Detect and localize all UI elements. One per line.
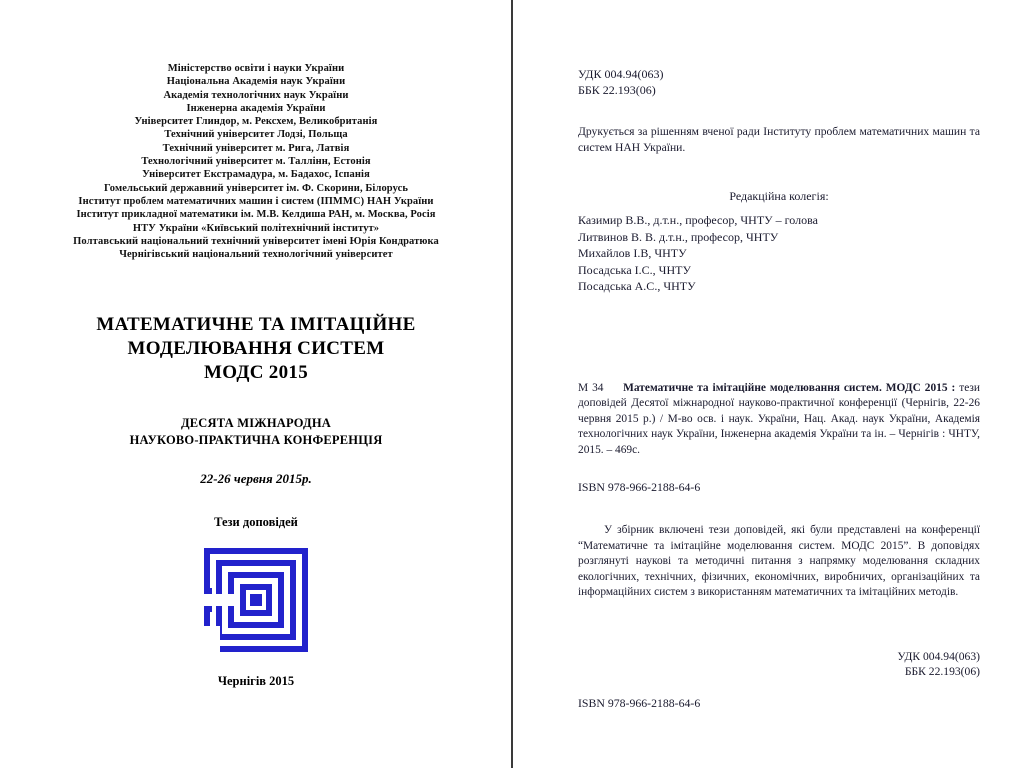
editor-item: Литвинов В. В. д.т.н., професор, ЧНТУ	[578, 229, 779, 244]
theses-label: Тези доповідей	[214, 515, 298, 530]
right-page	[512, 0, 1024, 768]
subtitle-line: ДЕСЯТА МІЖНАРОДНА	[180, 416, 332, 431]
publication-note: Друкується за рішенням вченої ради Інституту проблем математичних машин та систем НАН України.	[578, 125, 980, 154]
organization-item: Інститут прикладної математики ім. М.В. Келдиша РАН, м. Москва, Росія	[76, 209, 436, 221]
organization-item: Гомельський державний університет ім. Ф. Скорини, Білорусь	[103, 182, 409, 194]
organization-item: Чернігівський національний технологічний університет	[119, 249, 393, 261]
bbk-code-top: ББК 22.193(06)	[578, 83, 656, 97]
organization-item: Інженерна академія України	[186, 102, 326, 114]
city-year: Чернігів 2015	[217, 674, 295, 689]
editor-item: Казимир В.В., д.т.н., професор, ЧНТУ – голова	[578, 213, 818, 227]
mods-conference-logo	[204, 548, 308, 652]
title-line: МОДЕЛЮВАННЯ СИСТЕМ	[127, 338, 385, 360]
udc-block-top	[578, 66, 980, 98]
editor-item: Посадська А.С., ЧНТУ	[578, 279, 696, 293]
editor-item: Михайлов І.В, ЧНТУ	[578, 246, 687, 260]
editorial-board-title: Редакційна колегія:	[729, 189, 829, 203]
organization-item: Університет Глиндор, м. Рексхем, Великобританія	[134, 116, 378, 128]
conference-date: 22-26 червня 2015р.	[200, 471, 312, 487]
catalog-heading: Математичне та імітаційне моделювання систем. МОДС 2015 :	[623, 381, 956, 394]
page-subtitle	[0, 415, 512, 449]
logo-container	[0, 548, 512, 652]
subtitle-line: НАУКОВО-ПРАКТИЧНА КОНФЕРЕНЦІЯ	[129, 433, 383, 448]
organization-list	[0, 62, 512, 261]
isbn-middle: ISBN 978-966-2188-64-6	[578, 480, 701, 494]
catalog-entry	[578, 381, 980, 459]
editorial-board-list	[578, 212, 980, 295]
organization-item: Технологічний університет м. Таллінн, Естонія	[141, 156, 371, 168]
organization-item: Інститут проблем математичних машин і систем (ІПММС) НАН України	[78, 195, 434, 207]
organization-item: Національна Академія наук України	[166, 76, 346, 88]
udc-code-top: УДК 004.94(063)	[578, 67, 664, 81]
page-title	[0, 313, 512, 385]
bbk-code-bottom: ББК 22.193(06)	[904, 665, 980, 678]
catalog-code: М 34	[578, 381, 604, 394]
organization-item: Технічний університет м. Рига, Латвія	[162, 142, 350, 154]
udc-block-bottom	[578, 649, 980, 680]
title-line: МАТЕМАТИЧНЕ ТА ІМІТАЦІЙНЕ	[96, 314, 416, 336]
organization-item: Університет Екстрамадура, м. Бадахос, Іспанія	[142, 169, 370, 181]
isbn-bottom: ISBN 978-966-2188-64-6	[578, 695, 701, 710]
organization-item: Полтавський національний технічний університет імені Юрія Кондратюка	[73, 235, 439, 247]
udc-code-bottom: УДК 004.94(063)	[897, 649, 980, 663]
title-line: МОДС 2015	[203, 362, 308, 384]
organization-item: Академія технологічних наук України	[163, 89, 349, 101]
abstract-text: У збірник включені тези доповідей, які були представлені на конференції “Математичне та імітаційне моделювання систем. МОДС 2015”. В доповідях розглянуті наукові та методичні питання з напрямку моделювання складних екологічних, технічних, фізичних, економічних, виробничих, організаційних та інформаційних систем з використанням математичних та імітаційних методів.	[578, 524, 980, 598]
organization-item: Технічний університет Лодзі, Польща	[164, 129, 348, 141]
organization-item: Міністерство освіти і науки України	[167, 63, 345, 74]
editor-item: Посадська І.С., ЧНТУ	[578, 262, 691, 277]
catalog-body: тези доповідей Десятої міжнародної науково-практичної конференції (Чернігів, 22-26 червня 2015 р.) / М-во осв. і наук. України, Нац. Акад. наук України, Академія технологічних наук України, Інженерна академія України та ін. – Чернігів : ЧНТУ, 2015. – 469с.	[578, 381, 980, 456]
organization-item: НТУ України «Київський політехнічний інститут»	[132, 222, 380, 234]
